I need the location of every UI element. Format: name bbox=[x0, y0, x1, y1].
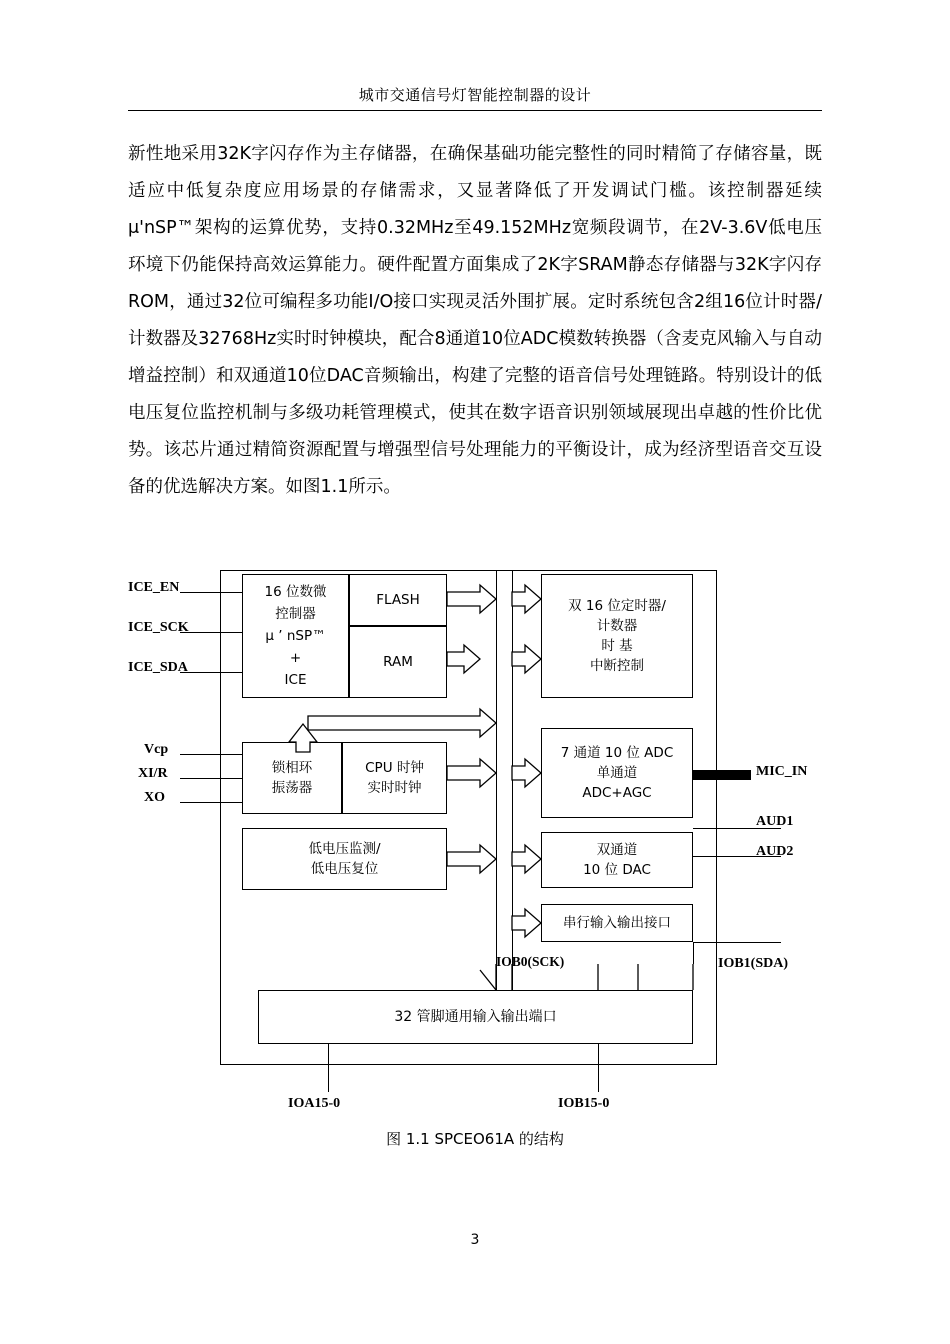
pin-label-ioa15-0: IOA15-0 bbox=[288, 1096, 341, 1111]
pin-label-iob1-sda: IOB1(SDA) bbox=[718, 956, 789, 971]
pin-label-ice-sda: ICE_SDA bbox=[128, 660, 188, 675]
pin-label-xo: XO bbox=[144, 790, 165, 805]
block-line: 32 管脚通用输入输出端口 bbox=[394, 1009, 557, 1025]
block-line: 实时时钟 bbox=[367, 780, 422, 796]
page-number: 3 bbox=[470, 1232, 480, 1248]
block-line: 双 16 位定时器/ bbox=[568, 598, 666, 614]
figure-connectors bbox=[128, 556, 822, 1116]
block-line: ICE bbox=[284, 672, 307, 688]
pin-label-mic-in: MIC_IN bbox=[756, 764, 808, 779]
block-line: CPU 时钟 bbox=[365, 760, 424, 776]
pin-label-aud2: AUD2 bbox=[756, 844, 794, 859]
header-divider bbox=[128, 110, 822, 111]
block-line: 低电压监测/ bbox=[308, 841, 381, 857]
block-line: FLASH bbox=[376, 592, 420, 608]
pin-label-xi-r: XI/R bbox=[138, 766, 168, 781]
running-header: 城市交通信号灯智能控制器的设计 bbox=[358, 86, 592, 104]
block-line: 控制器 bbox=[275, 606, 316, 622]
block-line: RAM bbox=[383, 654, 413, 670]
block-line: 锁相环 bbox=[271, 760, 313, 776]
figure-canvas bbox=[128, 556, 822, 1116]
pin-label-iob0-sck: IOB0(SCK) bbox=[496, 954, 565, 969]
block-line: 振荡器 bbox=[271, 780, 313, 796]
block-line: 10 位 DAC bbox=[583, 862, 651, 878]
pin-label-iob15-0: IOB15-0 bbox=[558, 1096, 610, 1111]
pin-label-ice-en: ICE_EN bbox=[128, 580, 180, 595]
pin-label-aud1: AUD1 bbox=[756, 814, 794, 829]
block-line: μ ’ nSP™ bbox=[265, 628, 326, 644]
figure-caption: 图 1.1 SPCEO61A 的结构 bbox=[386, 1130, 564, 1148]
block-line: 中断控制 bbox=[590, 658, 644, 674]
block-line: 16 位数微 bbox=[264, 584, 327, 600]
body-paragraph: 新性地采用32K字闪存作为主存储器，在确保基础功能完整性的同时精简了存储容量，既适应中低复杂度应用场景的存储需求，又显著降低了开发调试门槛。该控制器延续μ'nSP™架构的运算优势，支持0.32MHz至49.152MHz宽频段调节，在2V-3.6V低电压环境下仍能保持高效运算能力。硬件配置方面集成了2K字SRAM静态存储器与32K字闪存ROM，通过32位可编程多功能I/O接口实现灵活外围扩展。定时系统包含2组16位计时器/计数器及32768Hz实时时钟模块，配合8通道10位ADC模数转换器（含麦克风输入与自动增益控制）和双通道10位DAC音频输出，构建了完整的语音信号处理链路。特别设计的低电压复位监控机制与多级功耗管理模式，使其在数字语音识别领域展现出卓越的性价比优势。该芯片通过精简资源配置与增强型信号处理能力的平衡设计，成为经济型语音交互设备的优选解决方案。如图1.1所示。 bbox=[128, 144, 822, 497]
block-line: 单通道 bbox=[596, 765, 638, 781]
pin-label-ice-sck: ICE_SCK bbox=[128, 620, 189, 635]
block-line: 7 通道 10 位 ADC bbox=[560, 745, 674, 761]
block-line: ADC+AGC bbox=[582, 785, 652, 801]
block-line: + bbox=[289, 650, 302, 666]
block-line: 低电压复位 bbox=[310, 861, 379, 877]
block-line: 计数器 bbox=[596, 618, 638, 634]
block-line: 双通道 bbox=[596, 842, 638, 858]
pin-label-vcp: Vcp bbox=[144, 742, 169, 757]
figure-block-diagram bbox=[128, 556, 822, 1116]
block-line: 串行输入输出接口 bbox=[563, 915, 671, 931]
block-line: 时 基 bbox=[601, 638, 633, 654]
